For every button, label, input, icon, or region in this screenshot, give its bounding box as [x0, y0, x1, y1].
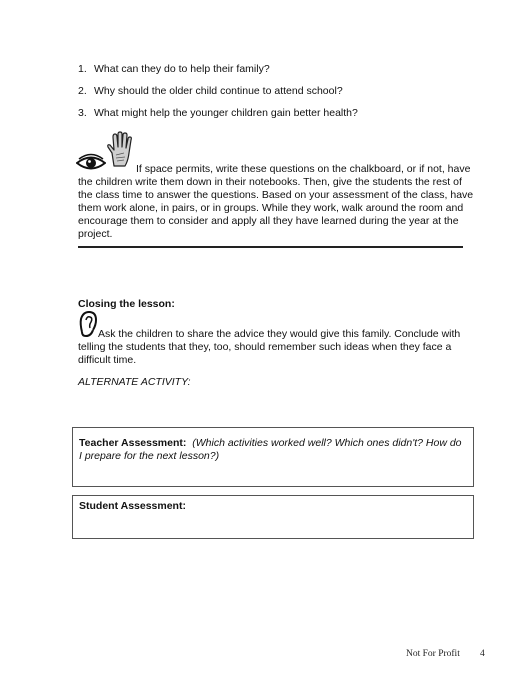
question-2: [78, 85, 343, 98]
question-number: 1.: [78, 63, 87, 75]
section-divider: [78, 246, 463, 248]
footer-text: Not For Profit: [406, 649, 460, 659]
instruction-text: If space permits, write these questions on the chalkboard, or if not, have the children write them down in their notebooks. Then, give the students the rest of the class time to answer the questions. Based on your assessment of the class, have them work alone, in pairs, or in groups. While they work, walk around the room and encourage them to consider and apply all they have learned during the year at the project.: [78, 163, 474, 240]
question-text: What might help the younger children gain better health?: [94, 107, 358, 119]
instruction-paragraph: [78, 163, 478, 241]
question-number: 3.: [78, 107, 87, 119]
teacher-assessment-box[interactable]: [72, 427, 474, 487]
teacher-assessment-label: Teacher Assessment:: [79, 437, 187, 449]
question-3: [78, 107, 358, 120]
student-assessment-label: Student Assessment:: [79, 500, 186, 512]
question-text: What can they do to help their family?: [94, 63, 270, 75]
alternate-activity-label: ALTERNATE ACTIVITY:: [78, 376, 191, 388]
teacher-assessment-prompt: (Which activities worked well? Which ones didn't? How do I prepare for the next lesson?): [79, 437, 462, 462]
closing-text: Ask the children to share the advice they would give this family. Conclude with telling the students that they, too, should remember such ideas when they face a difficult time.: [78, 328, 461, 366]
page-number: 4: [480, 649, 485, 659]
closing-paragraph: [78, 328, 478, 367]
closing-heading: Closing the lesson:: [78, 298, 175, 310]
student-assessment-text: [79, 500, 464, 513]
student-assessment-box[interactable]: [72, 495, 474, 539]
question-text: Why should the older child continue to attend school?: [94, 85, 343, 97]
question-1: [78, 63, 270, 76]
teacher-assessment-text: [79, 437, 464, 463]
question-number: 2.: [78, 85, 87, 97]
